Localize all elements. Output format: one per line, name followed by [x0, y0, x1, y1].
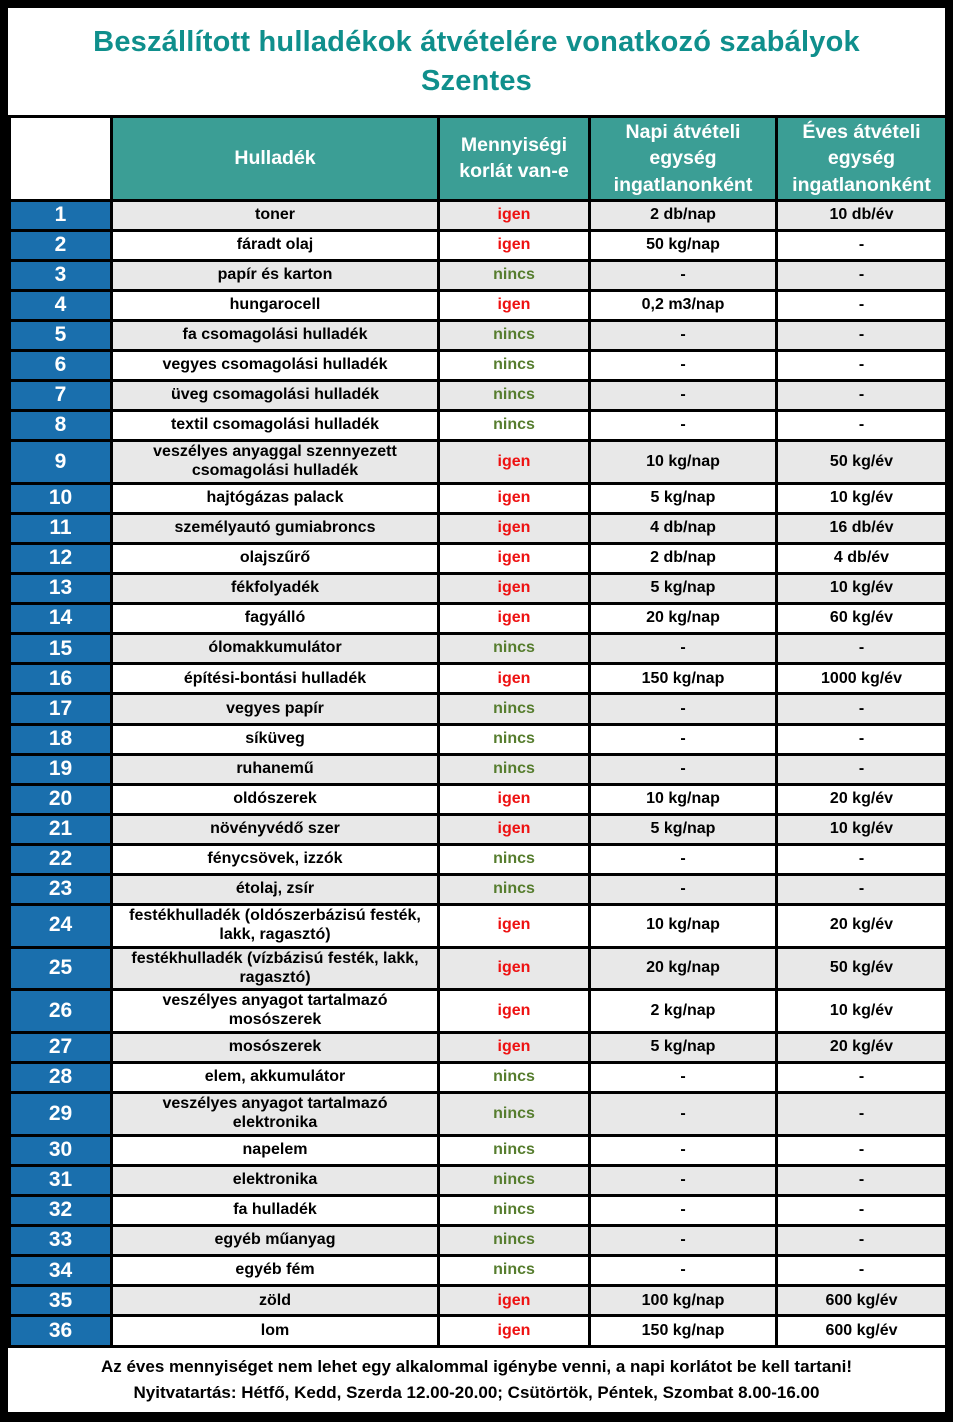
waste-name-cell: oldószerek — [112, 784, 439, 814]
row-number-cell: 26 — [10, 990, 112, 1033]
waste-name-cell: fáradt olaj — [112, 230, 439, 260]
header-waste: Hulladék — [112, 117, 439, 201]
limit-value-cell: igen — [439, 1316, 590, 1347]
daily-limit-cell: 5 kg/nap — [590, 574, 777, 604]
annual-limit-cell: - — [777, 1256, 947, 1286]
row-number-cell: 11 — [10, 514, 112, 544]
limit-value-cell: nincs — [439, 321, 590, 351]
annual-limit-cell: - — [777, 1136, 947, 1166]
waste-name-cell: fa hulladék — [112, 1196, 439, 1226]
daily-limit-cell: - — [590, 754, 777, 784]
table-row — [10, 634, 947, 664]
row-number-cell: 3 — [10, 261, 112, 291]
limit-value-cell: igen — [439, 544, 590, 574]
table-row — [10, 484, 947, 514]
page-title — [8, 8, 945, 115]
footer-opening-hours: Nyitvatartás: Hétfő, Kedd, Szerda 12.00-20.00; Csütörtök, Péntek, Szombat 8.00-16.00 — [133, 1382, 820, 1402]
limit-value-cell: igen — [439, 664, 590, 694]
waste-name-cell: ruhanemű — [112, 754, 439, 784]
daily-limit-cell: 5 kg/nap — [590, 814, 777, 844]
row-number-cell: 29 — [10, 1093, 112, 1136]
limit-value-cell: nincs — [439, 1256, 590, 1286]
row-number-cell: 24 — [10, 904, 112, 947]
daily-limit-cell: 5 kg/nap — [590, 484, 777, 514]
annual-limit-cell: - — [777, 321, 947, 351]
limit-value-cell: igen — [439, 230, 590, 260]
annual-limit-cell: 20 kg/év — [777, 904, 947, 947]
waste-name-cell: üveg csomagolási hulladék — [112, 381, 439, 411]
table-row — [10, 754, 947, 784]
annual-limit-cell: 60 kg/év — [777, 604, 947, 634]
waste-name-cell: növényvédő szer — [112, 814, 439, 844]
limit-value-cell: nincs — [439, 634, 590, 664]
limit-value-cell: igen — [439, 784, 590, 814]
limit-value-cell: igen — [439, 1286, 590, 1316]
annual-limit-cell: 10 db/év — [777, 200, 947, 230]
waste-name-cell: mosószerek — [112, 1033, 439, 1063]
header-daily: Napi átvételi egység ingatlanonként — [590, 117, 777, 201]
table-row — [10, 784, 947, 814]
table-header — [10, 117, 947, 201]
annual-limit-cell: 10 kg/év — [777, 814, 947, 844]
waste-name-cell: textil csomagolási hulladék — [112, 411, 439, 441]
table-row — [10, 1196, 947, 1226]
daily-limit-cell: - — [590, 724, 777, 754]
header-annual: Éves átvételi egység ingatlanonként — [777, 117, 947, 201]
row-number-cell: 30 — [10, 1136, 112, 1166]
waste-name-cell: festékhulladék (vízbázisú festék, lakk, ragasztó) — [112, 947, 439, 990]
row-number-cell: 22 — [10, 844, 112, 874]
daily-limit-cell: 20 kg/nap — [590, 947, 777, 990]
waste-name-cell: egyéb fém — [112, 1256, 439, 1286]
waste-name-cell: építési-bontási hulladék — [112, 664, 439, 694]
row-number-cell: 16 — [10, 664, 112, 694]
limit-value-cell: igen — [439, 947, 590, 990]
row-number-cell: 14 — [10, 604, 112, 634]
row-number-cell: 18 — [10, 724, 112, 754]
waste-rules-table — [8, 115, 948, 1348]
limit-value-cell: nincs — [439, 1136, 590, 1166]
annual-limit-cell: - — [777, 230, 947, 260]
row-number-cell: 34 — [10, 1256, 112, 1286]
row-number-cell: 19 — [10, 754, 112, 784]
daily-limit-cell: - — [590, 411, 777, 441]
daily-limit-cell: - — [590, 1196, 777, 1226]
daily-limit-cell: 2 kg/nap — [590, 990, 777, 1033]
daily-limit-cell: - — [590, 1136, 777, 1166]
waste-name-cell: veszélyes anyagot tartalmazó elektronika — [112, 1093, 439, 1136]
limit-value-cell: nincs — [439, 754, 590, 784]
annual-limit-cell: - — [777, 634, 947, 664]
limit-value-cell: igen — [439, 291, 590, 321]
daily-limit-cell: - — [590, 321, 777, 351]
annual-limit-cell: 20 kg/év — [777, 784, 947, 814]
daily-limit-cell: - — [590, 1093, 777, 1136]
table-row — [10, 947, 947, 990]
title-line-1: Beszállított hulladékok átvételére vonatkozó szabályok — [93, 26, 860, 59]
table-row — [10, 694, 947, 724]
limit-value-cell: nincs — [439, 1226, 590, 1256]
waste-name-cell: elektronika — [112, 1166, 439, 1196]
limit-value-cell: nincs — [439, 1063, 590, 1093]
table-row — [10, 990, 947, 1033]
table-row — [10, 1166, 947, 1196]
table-row — [10, 1286, 947, 1316]
table-row — [10, 1063, 947, 1093]
table-row — [10, 1093, 947, 1136]
row-number-cell: 36 — [10, 1316, 112, 1347]
row-number-cell: 23 — [10, 874, 112, 904]
waste-name-cell: ólomakkumulátor — [112, 634, 439, 664]
daily-limit-cell: 2 db/nap — [590, 200, 777, 230]
table-row — [10, 604, 947, 634]
daily-limit-cell: 4 db/nap — [590, 514, 777, 544]
daily-limit-cell: - — [590, 634, 777, 664]
annual-limit-cell: 50 kg/év — [777, 947, 947, 990]
annual-limit-cell: - — [777, 1226, 947, 1256]
table-row — [10, 200, 947, 230]
annual-limit-cell: 10 kg/év — [777, 484, 947, 514]
annual-limit-cell: - — [777, 411, 947, 441]
annual-limit-cell: - — [777, 724, 947, 754]
table-row — [10, 411, 947, 441]
annual-limit-cell: - — [777, 844, 947, 874]
annual-limit-cell: 600 kg/év — [777, 1316, 947, 1347]
header-empty-cell — [10, 117, 112, 201]
daily-limit-cell: 10 kg/nap — [590, 784, 777, 814]
table-row — [10, 321, 947, 351]
daily-limit-cell: - — [590, 381, 777, 411]
limit-value-cell: nincs — [439, 694, 590, 724]
annual-limit-cell: 600 kg/év — [777, 1286, 947, 1316]
row-number-cell: 7 — [10, 381, 112, 411]
title-line-2: Szentes — [421, 64, 532, 97]
annual-limit-cell: 16 db/év — [777, 514, 947, 544]
table-row — [10, 1316, 947, 1347]
annual-limit-cell: 50 kg/év — [777, 441, 947, 484]
limit-value-cell: igen — [439, 904, 590, 947]
daily-limit-cell: - — [590, 874, 777, 904]
row-number-cell: 21 — [10, 814, 112, 844]
table-row — [10, 904, 947, 947]
header-row — [10, 117, 947, 201]
daily-limit-cell: 5 kg/nap — [590, 1033, 777, 1063]
limit-value-cell: nincs — [439, 844, 590, 874]
annual-limit-cell: - — [777, 1166, 947, 1196]
annual-limit-cell: 20 kg/év — [777, 1033, 947, 1063]
annual-limit-cell: - — [777, 874, 947, 904]
daily-limit-cell: - — [590, 844, 777, 874]
daily-limit-cell: 10 kg/nap — [590, 904, 777, 947]
row-number-cell: 27 — [10, 1033, 112, 1063]
row-number-cell: 6 — [10, 351, 112, 381]
waste-name-cell: veszélyes anyagot tartalmazó mosószerek — [112, 990, 439, 1033]
waste-name-cell: fagyálló — [112, 604, 439, 634]
row-number-cell: 20 — [10, 784, 112, 814]
row-number-cell: 2 — [10, 230, 112, 260]
limit-value-cell: igen — [439, 514, 590, 544]
annual-limit-cell: 10 kg/év — [777, 574, 947, 604]
annual-limit-cell: 1000 kg/év — [777, 664, 947, 694]
limit-value-cell: nincs — [439, 351, 590, 381]
waste-name-cell: hajtógázas palack — [112, 484, 439, 514]
limit-value-cell: nincs — [439, 1093, 590, 1136]
waste-name-cell: vegyes csomagolási hulladék — [112, 351, 439, 381]
waste-name-cell: étolaj, zsír — [112, 874, 439, 904]
daily-limit-cell: - — [590, 1256, 777, 1286]
row-number-cell: 33 — [10, 1226, 112, 1256]
limit-value-cell: nincs — [439, 261, 590, 291]
row-number-cell: 32 — [10, 1196, 112, 1226]
daily-limit-cell: - — [590, 1063, 777, 1093]
footer-notes — [8, 1348, 945, 1412]
waste-name-cell: papír és karton — [112, 261, 439, 291]
limit-value-cell: nincs — [439, 874, 590, 904]
limit-value-cell: igen — [439, 604, 590, 634]
limit-value-cell: igen — [439, 484, 590, 514]
row-number-cell: 4 — [10, 291, 112, 321]
table-row — [10, 664, 947, 694]
limit-value-cell: igen — [439, 200, 590, 230]
row-number-cell: 13 — [10, 574, 112, 604]
table-row — [10, 544, 947, 574]
table-row — [10, 514, 947, 544]
waste-name-cell: festékhulladék (oldószerbázisú festék, lakk, ragasztó) — [112, 904, 439, 947]
daily-limit-cell: 20 kg/nap — [590, 604, 777, 634]
daily-limit-cell: 2 db/nap — [590, 544, 777, 574]
row-number-cell: 12 — [10, 544, 112, 574]
row-number-cell: 15 — [10, 634, 112, 664]
waste-name-cell: egyéb műanyag — [112, 1226, 439, 1256]
row-number-cell: 25 — [10, 947, 112, 990]
table-row — [10, 261, 947, 291]
table-row — [10, 874, 947, 904]
table-row — [10, 574, 947, 604]
daily-limit-cell: 10 kg/nap — [590, 441, 777, 484]
daily-limit-cell: 100 kg/nap — [590, 1286, 777, 1316]
waste-name-cell: olajszűrő — [112, 544, 439, 574]
waste-name-cell: vegyes papír — [112, 694, 439, 724]
limit-value-cell: nincs — [439, 724, 590, 754]
limit-value-cell: nincs — [439, 1196, 590, 1226]
annual-limit-cell: - — [777, 261, 947, 291]
limit-value-cell: igen — [439, 814, 590, 844]
annual-limit-cell: - — [777, 694, 947, 724]
annual-limit-cell: - — [777, 381, 947, 411]
daily-limit-cell: - — [590, 694, 777, 724]
annual-limit-cell: - — [777, 291, 947, 321]
waste-name-cell: fékfolyadék — [112, 574, 439, 604]
table-row — [10, 291, 947, 321]
limit-value-cell: nincs — [439, 411, 590, 441]
table-row — [10, 1033, 947, 1063]
limit-value-cell: igen — [439, 574, 590, 604]
limit-value-cell: igen — [439, 441, 590, 484]
daily-limit-cell: 50 kg/nap — [590, 230, 777, 260]
daily-limit-cell: - — [590, 1226, 777, 1256]
table-row — [10, 381, 947, 411]
table-row — [10, 351, 947, 381]
annual-limit-cell: - — [777, 1196, 947, 1226]
waste-name-cell: lom — [112, 1316, 439, 1347]
table-row — [10, 1256, 947, 1286]
waste-name-cell: zöld — [112, 1286, 439, 1316]
waste-name-cell: fa csomagolási hulladék — [112, 321, 439, 351]
waste-name-cell: fénycsövek, izzók — [112, 844, 439, 874]
table-row — [10, 230, 947, 260]
annual-limit-cell: 10 kg/év — [777, 990, 947, 1033]
annual-limit-cell: 4 db/év — [777, 544, 947, 574]
limit-value-cell: igen — [439, 990, 590, 1033]
daily-limit-cell: 0,2 m3/nap — [590, 291, 777, 321]
row-number-cell: 1 — [10, 200, 112, 230]
annual-limit-cell: - — [777, 1063, 947, 1093]
daily-limit-cell: - — [590, 351, 777, 381]
table-row — [10, 1226, 947, 1256]
waste-name-cell: elem, akkumulátor — [112, 1063, 439, 1093]
waste-name-cell: veszélyes anyaggal szennyezett csomagolási hulladék — [112, 441, 439, 484]
row-number-cell: 8 — [10, 411, 112, 441]
row-number-cell: 10 — [10, 484, 112, 514]
annual-limit-cell: - — [777, 351, 947, 381]
row-number-cell: 35 — [10, 1286, 112, 1316]
table-row — [10, 814, 947, 844]
daily-limit-cell: 150 kg/nap — [590, 664, 777, 694]
table-row — [10, 441, 947, 484]
table-row — [10, 724, 947, 754]
footer-rule-note: Az éves mennyiséget nem lehet egy alkalommal igénybe venni, a napi korlátot be kell tartani! — [100, 1356, 853, 1376]
daily-limit-cell: - — [590, 1166, 777, 1196]
row-number-cell: 9 — [10, 441, 112, 484]
annual-limit-cell: - — [777, 754, 947, 784]
table-row — [10, 1136, 947, 1166]
daily-limit-cell: - — [590, 261, 777, 291]
row-number-cell: 17 — [10, 694, 112, 724]
limit-value-cell: igen — [439, 1033, 590, 1063]
table-row — [10, 844, 947, 874]
limit-value-cell: nincs — [439, 381, 590, 411]
row-number-cell: 5 — [10, 321, 112, 351]
waste-name-cell: hungarocell — [112, 291, 439, 321]
annual-limit-cell: - — [777, 1093, 947, 1136]
table-body — [10, 200, 947, 1346]
limit-value-cell: nincs — [439, 1166, 590, 1196]
header-limit: Mennyiségi korlát van-e — [439, 117, 590, 201]
daily-limit-cell: 150 kg/nap — [590, 1316, 777, 1347]
row-number-cell: 28 — [10, 1063, 112, 1093]
waste-name-cell: napelem — [112, 1136, 439, 1166]
waste-name-cell: síküveg — [112, 724, 439, 754]
waste-name-cell: toner — [112, 200, 439, 230]
waste-name-cell: személyautó gumiabroncs — [112, 514, 439, 544]
row-number-cell: 31 — [10, 1166, 112, 1196]
